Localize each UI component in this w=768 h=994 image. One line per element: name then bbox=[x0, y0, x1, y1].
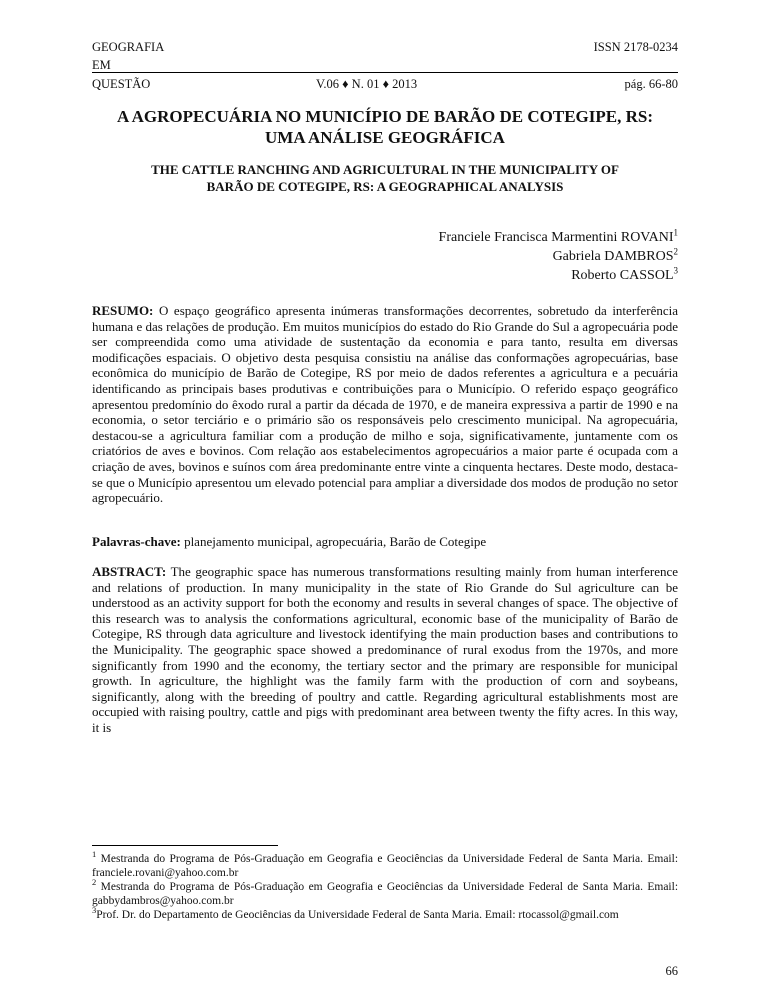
footnote bbox=[92, 905, 678, 923]
author-name: Roberto CASSOL bbox=[571, 268, 674, 283]
footnote-text: Mestranda do Programa de Pós-Graduação em Geografia e Geociências da Universidade Federal de Santa Maria. Email: franciele.rovani@yahoo.com.br bbox=[92, 853, 679, 879]
title-pt-line1: A AGROPECUÁRIA NO MUNICÍPIO DE BARÃO DE COTEGIPE, RS: bbox=[116, 107, 654, 126]
keywords-paragraph bbox=[92, 534, 678, 550]
author-name: Gabriela DAMBROS bbox=[552, 249, 674, 264]
resumo-label: RESUMO: bbox=[92, 303, 154, 318]
footnote-mark: 1 bbox=[92, 849, 97, 860]
abstract-paragraph bbox=[92, 564, 678, 736]
author bbox=[439, 228, 678, 247]
keywords-text: planejamento municipal, agropecuária, Barão de Cotegipe bbox=[184, 534, 487, 549]
footnote-rule bbox=[92, 845, 278, 846]
page-number: 66 bbox=[665, 964, 678, 978]
abstract-label: ABSTRACT: bbox=[92, 564, 167, 579]
footnote bbox=[92, 849, 679, 880]
author-list bbox=[439, 228, 678, 285]
footnote-text: Mestranda do Programa de Pós-Graduação em Geografia e Geociências da Universidade Federal de Santa Maria. Email: gabbydambros@yahoo.com.br bbox=[92, 881, 679, 907]
abstract-text: The geographic space has numerous transformations resulting mainly from human interference and relations of production. In many municipality in the state of Rio Grande do Sul agriculture can be understood as an activity support for both the economy and results in several changes of space. The objective of this research was to analysis the conformations agricultural, economic base of the municipality of Barão de Cotegipe, RS through data agriculture and livestock identifying the main production bases and contributions to the Municipality. The geographic space showed a predominance of rural exodus from the 1970s, and more significantly from 1990 and the economy, the tertiary sector and the primary are responsible for municipal growth. In agriculture, the highlight was the family farm with the production of corn and soybeans, significantly, along with the breeding of poultry and cattle. Regarding agricultural establishments most are occupied with raising poultry, cattle and pigs with predominant area between twenty the fifty acres. In this way, it is bbox=[92, 564, 679, 735]
title-english bbox=[92, 161, 678, 195]
journal-name-line2: EM bbox=[92, 58, 111, 72]
header-rule bbox=[92, 72, 678, 73]
footnote bbox=[92, 877, 679, 908]
footnote-mark: 1 bbox=[673, 227, 678, 238]
resumo-text: O espaço geográfico apresenta inúmeras transformações decorrentes, sobretudo da interferência humana e das relações de produção. Em muitos municípios do estado do Rio Grande do Sul a agropecuária pode ser compreendida como uma atividade de sustentação da economia e para tanto, resulta em diversas modificações espaciais. O objetivo desta pesquisa consistiu na análise das conformações agropecuárias, base econômica do município de Barão de Cotegipe, RS por meio de dados referentes a agricultura e a pecuária identificando as principais bases produtivas e contribuições para o Município. O referido espaço geográfico apresentou predomínio do êxodo rural a partir da década de 1970, e de maneira expressiva a partir de 1990 e na economia, o setor terciário e o primário são os responsáveis pelo crescimento municipal. Na agropecuária, destacou-se a agricultura familiar com a produção de milho e soja, significativamente, juntamente com os criatórios de aves e bovinos. Com relação aos estabelecimentos agropecuários a maior parte é ocupada com a criação de aves, bovinos e suínos com área predominante entre vinte a cinquenta hectares. Deste modo, destaca-se que o Município apresentou um elevado potencial para ampliar a diversidade dos modos de produção no setor agropecuário. bbox=[92, 303, 678, 506]
footnote-mark: 2 bbox=[673, 246, 678, 257]
volume-info: V.06 ♦ N. 01 ♦ 2013 bbox=[316, 77, 418, 91]
issn: ISSN 2178-0234 bbox=[593, 40, 678, 54]
title-portuguese bbox=[92, 106, 678, 148]
author bbox=[439, 247, 678, 266]
title-pt-line2: UMA ANÁLISE GEOGRÁFICA bbox=[265, 128, 505, 147]
author bbox=[439, 266, 678, 285]
title-en-line1: THE CATTLE RANCHING AND AGRICULTURAL IN THE MUNICIPALITY OF bbox=[151, 162, 619, 177]
page-range: pág. 66-80 bbox=[624, 77, 678, 91]
journal-name-line1: GEOGRAFIA bbox=[92, 40, 165, 54]
footnote-mark: 3 bbox=[673, 265, 678, 276]
journal-name-line3: QUESTÃO bbox=[92, 77, 151, 91]
title-en-line2: BARÃO DE COTEGIPE, RS: A GEOGRAPHICAL ANALYSIS bbox=[206, 179, 564, 194]
footnotes bbox=[92, 849, 679, 924]
keywords-label: Palavras-chave: bbox=[92, 534, 181, 549]
footnote-mark: 2 bbox=[92, 877, 97, 888]
author-name: Franciele Francisca Marmentini ROVANI bbox=[438, 230, 674, 245]
footnote-text: Prof. Dr. do Departamento de Geociências da Universidade Federal de Santa Maria. Email: rtocassol@gmail.com bbox=[96, 909, 619, 922]
resumo-paragraph bbox=[92, 303, 678, 506]
footnote-mark: 3 bbox=[92, 905, 97, 916]
